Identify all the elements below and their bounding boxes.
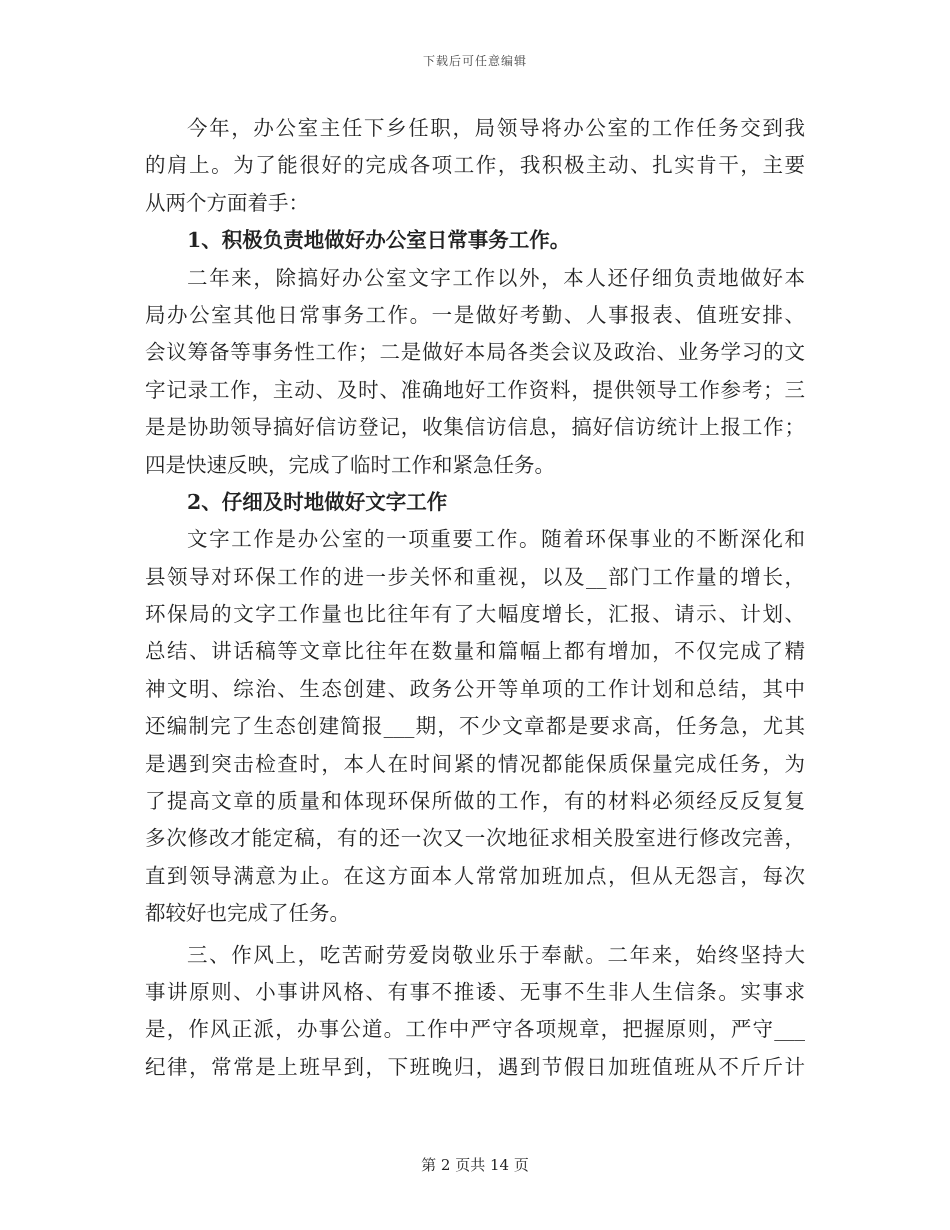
- paragraph-line: 县领导对环保工作的进一步关怀和重视，以及__部门工作量的增长，: [145, 564, 805, 589]
- paragraph-line: 三、作风上，吃苦耐劳爱岗敬业乐于奉献。二年来，始终坚持大: [187, 942, 805, 967]
- paragraph-line: 纪律，常常是上班早到，下班晚归，遇到节假日加班值班从不斤斤计: [145, 1054, 805, 1079]
- paragraph-line: 都较好也完成了任务。: [145, 901, 350, 926]
- paragraph-line: 局办公室其他日常事务工作。一是做好考勤、人事报表、值班安排、: [145, 302, 805, 327]
- paragraph-line: 是遇到突击检查时，本人在时间紧的情况都能保质保量完成任务，为: [145, 751, 805, 776]
- paragraph-line: 二年来，除搞好办公室文字工作以外，本人还仔细负责地做好本: [187, 265, 805, 290]
- document-body: [145, 110, 805, 1086]
- paragraph-line: 是，作风正派，办事公道。工作中严守各项规章，把握原则，严守___: [145, 1017, 805, 1042]
- paragraph-line: 总结、讲话稿等文章比往年在数量和篇幅上都有增加，不仅完成了精: [145, 639, 805, 664]
- paragraph-line: 文字工作是办公室的一项重要工作。随着环保事业的不断深化和: [187, 527, 805, 552]
- paragraph-line: 了提高文章的质量和体现环保所做的工作，有的材料必须经反反复复: [145, 789, 805, 814]
- paragraph-line: 今年，办公室主任下乡任职，局领导将办公室的工作任务交到我: [187, 116, 805, 140]
- paragraph-line: 环保局的文字工作量也比往年有了大幅度增长，汇报、请示、计划、: [145, 602, 805, 627]
- page-header: 下载后可任意编辑: [422, 54, 527, 68]
- paragraph-line: 从两个方面着手：: [145, 190, 309, 215]
- section-heading: 1、积极负责地做好办公室日常事务工作。: [187, 228, 571, 253]
- paragraph-line: 的肩上。为了能很好的完成各项工作，我积极主动、扎实肯干，主要: [145, 153, 805, 178]
- paragraph-line: 会议筹备等事务性工作；二是做好本局各类会议及政治、业务学习的文: [145, 340, 805, 365]
- paragraph-line: 字记录工作，主动、及时、准确地好工作资料，提供领导工作参考；三: [145, 377, 805, 402]
- paragraph-line: 神文明、综治、生态创建、政务公开等单项的工作计划和总结，其中: [145, 676, 805, 701]
- paragraph-line: 还编制完了生态创建简报___期，不少文章都是要求高，任务急，尤其: [145, 714, 805, 739]
- page-footer: 第 2 页共 14 页: [421, 1156, 529, 1174]
- section-heading: 2、仔细及时地做好文字工作: [187, 489, 448, 514]
- paragraph-line: 四是快速反映，完成了临时工作和紧急任务。: [145, 452, 555, 477]
- paragraph-line: 多次修改才能定稿，有的还一次又一次地征求相关股室进行修改完善，: [145, 826, 805, 851]
- paragraph-line: 事讲原则、小事讲风格、有事不推诿、无事不生非人生信条。实事求: [145, 979, 805, 1004]
- paragraph-line: 是是协助领导搞好信访登记，收集信访信息，搞好信访统计上报工作；: [145, 415, 805, 440]
- paragraph-line: 直到领导满意为止。在这方面本人常常加班加点，但从无怨言，每次: [145, 863, 805, 888]
